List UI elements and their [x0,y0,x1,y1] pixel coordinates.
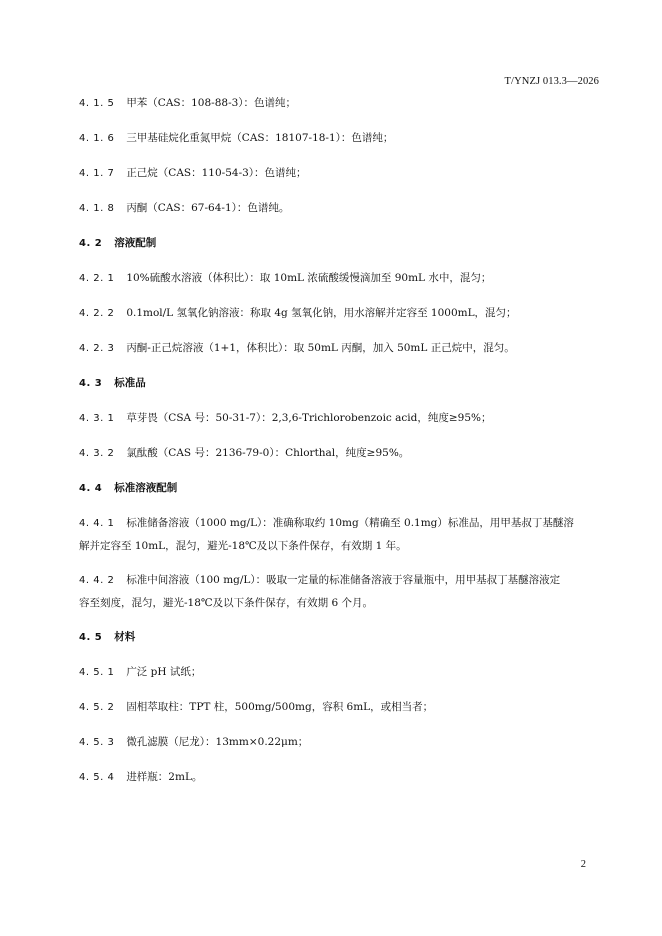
section-text: 甲苯（CAS：108-88-3）：色谱纯； [126,97,297,109]
section-item [79,571,599,590]
section-heading [79,628,599,647]
section-item [79,129,599,148]
section-number: 4. 3. 1 [79,413,115,424]
section-heading [79,479,599,498]
section-text: 广泛 pH 试纸； [126,666,202,678]
section-text: 正己烷（CAS：110-54-3）：色谱纯； [126,167,307,179]
section-text: 0.1mol/L 氢氧化钠溶液：称取 4g 氢氧化钠，用水溶解并定容至 1000mL，混匀； [126,307,517,319]
section-number: 4. 5. 2 [79,702,115,713]
section-number: 4. 5. 4 [79,772,115,783]
section-heading [79,234,599,253]
section-number: 4. 1. 7 [79,168,115,179]
section-text: 10%硫酸水溶液（体积比）：取 10mL 浓硫酸缓慢滴加至 90mL 水中，混匀； [126,272,492,284]
section-title: 溶液配制 [114,237,157,249]
section-text: 标准储备溶液（1000 mg/L）：准确称取约 10mg（精确至 0.1mg）标准品，用甲基叔丁基醚溶 [126,517,574,529]
section-text-continuation: 解并定容至 10mL，混匀，避光-18℃及以下条件保存，有效期 1 年。 [79,540,407,552]
section-number: 4. 4. 1 [79,518,115,529]
document-code: T/YNZJ 013.3—2026 [504,76,599,87]
section-title: 标准溶液配制 [114,482,178,494]
section-item [79,698,599,717]
section-number: 4. 5. 1 [79,667,115,678]
section-text-continuation: 容至刻度，混匀，避光-18℃及以下条件保存，有效期 6 个月。 [79,597,374,609]
section-item [79,663,599,682]
section-item [79,514,599,533]
section-number: 4. 2 [79,238,103,249]
section-number: 4. 2. 3 [79,343,115,354]
section-number: 4. 1. 5 [79,98,115,109]
section-number: 4. 2. 2 [79,308,115,319]
section-number: 4. 1. 6 [79,133,115,144]
section-number: 4. 5 [79,632,103,643]
section-number: 4. 1. 8 [79,203,115,214]
section-heading [79,374,599,393]
section-text: 标准中间溶液（100 mg/L）：吸取一定量的标准储备溶液于容量瓶中，用甲基叔丁基醚溶液定 [126,574,561,586]
section-item [79,339,599,358]
section-text: 草芽畏（CSA 号：50-31-7）：2,3,6-Trichlorobenzoic acid，纯度≥95%； [126,412,492,424]
section-item [79,409,599,428]
section-number: 4. 4 [79,483,103,494]
section-title: 标准品 [114,377,146,389]
section-text: 氯酞酸（CAS 号：2136-79-0）：Chlorthal，纯度≥95%。 [126,447,410,459]
section-item [79,199,599,218]
section-item [79,768,599,787]
section-number: 4. 5. 3 [79,737,115,748]
document-body [79,94,599,803]
section-text: 丙酮-正己烷溶液（1+1，体积比）：取 50mL 丙酮，加入 50mL 正己烷中，混匀。 [126,342,515,354]
section-number: 4. 3. 2 [79,448,115,459]
section-item [79,304,599,323]
section-item [79,444,599,463]
section-text: 固相萃取柱：TPT 柱，500mg/500mg，容积 6mL，或相当者； [126,701,434,713]
section-item [79,164,599,183]
page-number: 2 [580,859,586,870]
section-item [79,269,599,288]
section-title: 材料 [114,631,136,643]
section-text: 微孔滤膜（尼龙）：13mm×0.22μm； [126,736,309,748]
section-number: 4. 4. 2 [79,575,115,586]
section-text: 进样瓶：2mL。 [126,771,203,783]
section-number: 4. 3 [79,378,103,389]
section-item [79,733,599,752]
section-item [79,94,599,113]
section-text: 丙酮（CAS：67-64-1）：色谱纯。 [126,202,290,214]
section-text: 三甲基硅烷化重氮甲烷（CAS：18107-18-1）：色谱纯； [126,132,394,144]
section-number: 4. 2. 1 [79,273,115,284]
